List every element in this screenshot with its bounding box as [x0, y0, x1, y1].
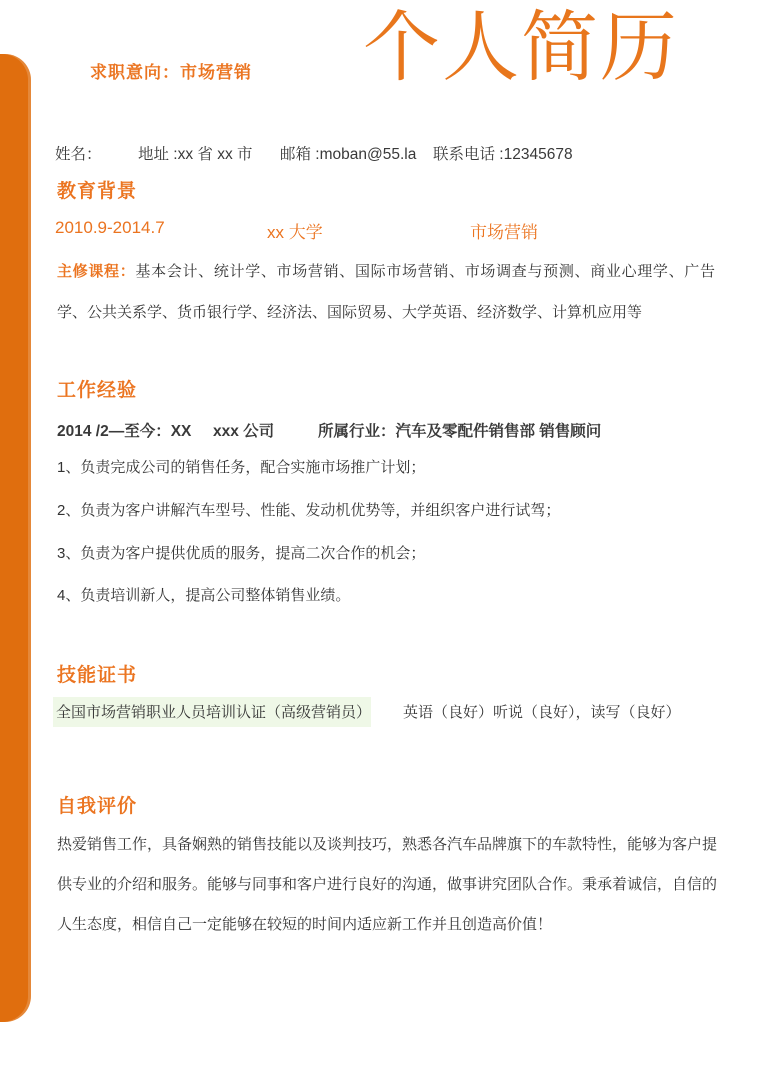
certificate-highlighted: 全国市场营销职业人员培训认证（高级营销员） — [53, 697, 371, 727]
page-title: 个人简历 — [363, 5, 679, 91]
section-header-skills: 技能证书 — [57, 665, 138, 686]
english-skill-level: 英语（良好）听说（良好），读写（良好） — [403, 704, 681, 721]
work-duty-item: 3、负责为客户提供优质的服务，提高二次合作的机会； — [57, 545, 426, 562]
section-header-work: 工作经验 — [57, 380, 138, 401]
major-courses-paragraph — [57, 251, 715, 333]
work-duty-item: 2、负责为客户讲解汽车型号、性能、发动机优势等，并组织客户进行试驾； — [57, 502, 561, 519]
name-label: 姓名： — [55, 146, 102, 163]
address-value: 地址 :xx 省 xx 市 — [138, 146, 253, 163]
left-accent-stripe — [0, 54, 31, 1022]
self-evaluation-paragraph: 热爱销售工作，具备娴熟的销售技能以及谈判技巧，熟悉各汽车品牌旗下的车款特性，能够为客户提供专业的介绍和服务。能够与同事和客户进行良好的沟通，做事讲究团队合作。秉承着诚信，自信的人生态度，相信自己一定能够在较短的时间内适应新工作并且创造高价值！ — [57, 836, 718, 933]
education-period: 2010.9-2014.7 — [55, 218, 165, 237]
work-company: xxx 公司 — [213, 423, 275, 440]
courses-list: 基本会计、统计学、市场营销、国际市场营销、市场调查与预测、商业心理学、广告学、公共关系学、货币银行学、经济法、国际贸易、大学英语、经济数学、计算机应用等 — [57, 263, 715, 321]
work-duty-item: 4、负责培训新人，提高公司整体销售业绩。 — [57, 587, 351, 604]
education-school: xx 大学 — [267, 223, 323, 242]
work-period: 2014 /2—至今：XX — [57, 423, 192, 440]
courses-label: 主修课程： — [57, 263, 136, 280]
phone-value: 联系电话 :12345678 — [433, 146, 573, 163]
email-value: 邮箱 :moban@55.la — [280, 146, 417, 163]
section-header-self-evaluation: 自我评价 — [57, 796, 138, 817]
section-header-education: 教育背景 — [57, 181, 138, 202]
job-intention-label: 求职意向：市场营销 — [90, 63, 252, 82]
work-duty-item: 1、负责完成公司的销售任务，配合实施市场推广计划； — [57, 459, 426, 476]
education-major: 市场营销 — [470, 223, 538, 242]
work-industry-and-role: 所属行业：汽车及零配件销售部 销售顾问 — [318, 423, 602, 440]
